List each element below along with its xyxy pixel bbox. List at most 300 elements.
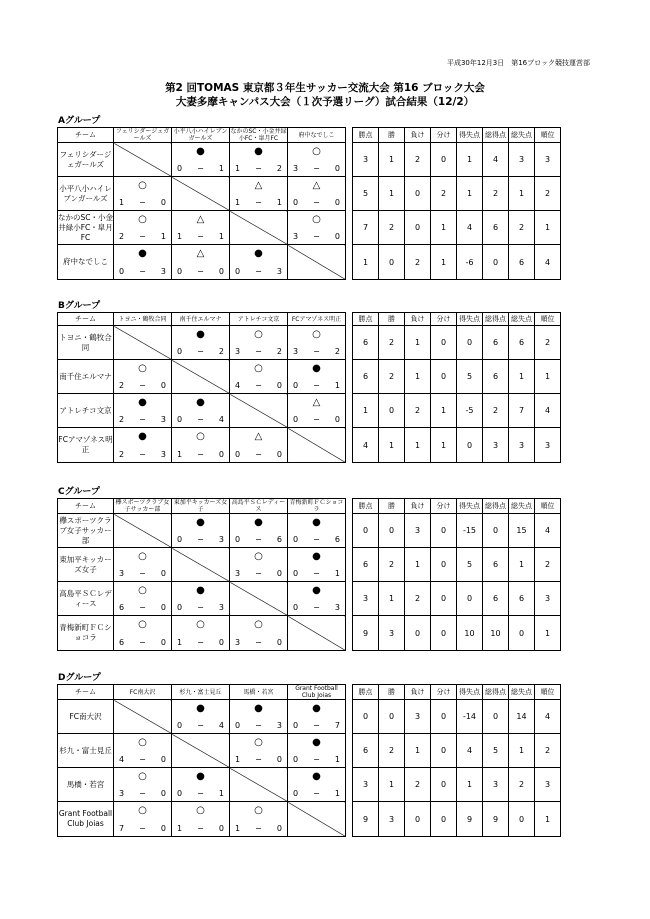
match-result-cell bbox=[114, 582, 172, 616]
match-result-cell bbox=[114, 428, 172, 463]
stat-value: 6 bbox=[483, 548, 509, 582]
result-mark-icon: ● bbox=[196, 146, 205, 157]
stat-value: -6 bbox=[457, 245, 483, 280]
score-own: 1 bbox=[177, 450, 183, 459]
table-row bbox=[58, 582, 561, 616]
score-dash: − bbox=[197, 721, 204, 730]
match-score bbox=[119, 198, 166, 207]
result-mark-icon: ○ bbox=[138, 619, 147, 630]
team-name: トヨニ・鶴牧合同 bbox=[58, 326, 114, 360]
match-result-cell bbox=[172, 143, 230, 177]
match-result-cell bbox=[114, 802, 172, 837]
stat-column-header: 順位 bbox=[535, 685, 561, 700]
stat-value: 1 bbox=[457, 143, 483, 177]
team-name: 府中なでしこ bbox=[58, 245, 114, 280]
result-mark-icon: ● bbox=[196, 517, 205, 528]
score-dash: − bbox=[255, 381, 262, 390]
group-results-table bbox=[57, 312, 561, 463]
column-spacer bbox=[346, 514, 353, 548]
score-opponent: 0 bbox=[160, 569, 166, 578]
table-header-row bbox=[58, 499, 561, 514]
stat-value: 3 bbox=[509, 428, 535, 463]
result-mark-icon: ○ bbox=[196, 805, 205, 816]
match-result-cell bbox=[288, 177, 346, 211]
stat-value: 0 bbox=[431, 514, 457, 548]
stat-value: 0 bbox=[405, 177, 431, 211]
score-opponent: 3 bbox=[276, 721, 282, 730]
match-result-cell bbox=[114, 734, 172, 768]
match-result-cell bbox=[114, 177, 172, 211]
self-match-cell bbox=[172, 360, 230, 394]
stat-value: 1 bbox=[535, 616, 561, 651]
score-opponent: 3 bbox=[334, 603, 340, 612]
result-mark-icon: △ bbox=[312, 180, 321, 191]
team-name: アトレチコ文京 bbox=[58, 394, 114, 428]
score-opponent: 0 bbox=[160, 638, 166, 647]
score-own: 0 bbox=[177, 267, 183, 276]
match-result-cell bbox=[230, 143, 288, 177]
score-dash: − bbox=[313, 164, 320, 173]
match-result-cell bbox=[172, 428, 230, 463]
score-opponent: 1 bbox=[276, 198, 282, 207]
score-own: 6 bbox=[119, 603, 125, 612]
stat-column-header: 順位 bbox=[535, 128, 561, 143]
stat-value: 10 bbox=[483, 616, 509, 651]
match-result-cell bbox=[288, 768, 346, 802]
stat-value: 2 bbox=[535, 326, 561, 360]
stat-value: 3 bbox=[535, 143, 561, 177]
opponent-column-header: 欅スポーツクラブ女子サッカー部 bbox=[114, 499, 172, 514]
table-header-row bbox=[58, 313, 561, 326]
match-score bbox=[235, 535, 282, 544]
score-own: 2 bbox=[119, 450, 125, 459]
match-score bbox=[119, 569, 166, 578]
match-result-cell bbox=[230, 245, 288, 280]
stat-value: 2 bbox=[509, 211, 535, 245]
stat-value: 1 bbox=[353, 245, 379, 280]
score-opponent: 1 bbox=[160, 232, 166, 241]
group-label: Bグループ bbox=[58, 301, 101, 311]
match-result-cell bbox=[172, 616, 230, 651]
stat-value: 1 bbox=[405, 428, 431, 463]
score-dash: − bbox=[313, 347, 320, 356]
column-spacer bbox=[346, 245, 353, 280]
group-results-table bbox=[57, 684, 561, 837]
self-match-cell bbox=[288, 428, 346, 463]
stat-value: 9 bbox=[353, 616, 379, 651]
score-own: 0 bbox=[177, 789, 183, 798]
score-own: 0 bbox=[177, 535, 183, 544]
stat-column-header: 順位 bbox=[535, 313, 561, 326]
stat-value: -14 bbox=[457, 700, 483, 734]
score-own: 1 bbox=[119, 198, 125, 207]
match-result-cell bbox=[114, 360, 172, 394]
match-result-cell bbox=[288, 143, 346, 177]
stat-value: 2 bbox=[379, 548, 405, 582]
score-own: 0 bbox=[177, 164, 183, 173]
score-opponent: 1 bbox=[218, 164, 224, 173]
stat-value: 0 bbox=[509, 616, 535, 651]
stat-column-header: 総得点 bbox=[483, 128, 509, 143]
score-own: 0 bbox=[293, 535, 299, 544]
score-own: 0 bbox=[293, 789, 299, 798]
stat-value: 2 bbox=[379, 734, 405, 768]
match-result-cell bbox=[288, 700, 346, 734]
score-own: 0 bbox=[177, 347, 183, 356]
match-score bbox=[235, 267, 282, 276]
score-dash: − bbox=[255, 450, 262, 459]
result-mark-icon: ○ bbox=[138, 771, 147, 782]
score-dash: − bbox=[313, 755, 320, 764]
result-mark-icon: ● bbox=[196, 703, 205, 714]
score-own: 6 bbox=[119, 638, 125, 647]
opponent-column-header: なかのSC・小金井緑小FC・皐月FC bbox=[230, 128, 287, 142]
result-mark-icon: ○ bbox=[138, 180, 147, 191]
column-spacer bbox=[346, 313, 353, 326]
stat-value: 2 bbox=[535, 177, 561, 211]
score-dash: − bbox=[139, 569, 146, 578]
stat-value: 2 bbox=[535, 734, 561, 768]
match-result-cell bbox=[172, 802, 230, 837]
score-opponent: 0 bbox=[160, 755, 166, 764]
match-result-cell bbox=[288, 734, 346, 768]
table-row bbox=[58, 514, 561, 548]
result-mark-icon: ● bbox=[254, 248, 263, 259]
stat-value: 1 bbox=[405, 326, 431, 360]
match-score bbox=[235, 638, 282, 647]
stat-value: 0 bbox=[353, 700, 379, 734]
match-result-cell bbox=[172, 245, 230, 280]
score-opponent: 1 bbox=[218, 789, 224, 798]
stat-value: 0 bbox=[431, 700, 457, 734]
opponent-column-header: 馬橋・若宮 bbox=[230, 685, 288, 700]
stat-value: 1 bbox=[405, 548, 431, 582]
match-score bbox=[119, 638, 166, 647]
stat-column-header: 勝 bbox=[379, 313, 405, 326]
self-match-cell bbox=[230, 582, 288, 616]
stat-column-header: 分け bbox=[431, 128, 457, 143]
match-score bbox=[235, 450, 282, 459]
score-dash: − bbox=[139, 789, 146, 798]
match-score bbox=[177, 535, 224, 544]
score-own: 3 bbox=[119, 569, 125, 578]
self-match-cell bbox=[172, 734, 230, 768]
match-score bbox=[119, 755, 166, 764]
result-mark-icon: ● bbox=[196, 329, 205, 340]
team-column-header: チーム bbox=[58, 128, 114, 143]
result-mark-icon: ● bbox=[312, 771, 321, 782]
stat-value: 2 bbox=[405, 582, 431, 616]
score-dash: − bbox=[197, 535, 204, 544]
match-score bbox=[177, 721, 224, 730]
match-score bbox=[177, 638, 224, 647]
score-opponent: 0 bbox=[276, 450, 282, 459]
stat-value: 1 bbox=[431, 211, 457, 245]
group-results-table bbox=[57, 127, 561, 280]
score-dash: − bbox=[197, 164, 204, 173]
stat-value: 1 bbox=[509, 360, 535, 394]
stat-value: 4 bbox=[535, 700, 561, 734]
stat-value: 3 bbox=[379, 802, 405, 837]
column-spacer bbox=[346, 616, 353, 651]
score-own: 0 bbox=[177, 603, 183, 612]
result-mark-icon: ○ bbox=[138, 585, 147, 596]
team-name: なかのSC・小金井緑小FC・皐月FC bbox=[58, 211, 114, 245]
self-match-cell bbox=[114, 143, 172, 177]
stat-column-header: 総失点 bbox=[509, 128, 535, 143]
score-opponent: 0 bbox=[218, 638, 224, 647]
stat-value: 0 bbox=[457, 326, 483, 360]
score-dash: − bbox=[255, 721, 262, 730]
result-mark-icon: ○ bbox=[254, 551, 263, 562]
opponent-column-header: トヨニ・鶴牧合同 bbox=[114, 313, 172, 326]
stat-value: 3 bbox=[535, 768, 561, 802]
opponent-column-header: アトレチコ文京 bbox=[230, 313, 288, 326]
score-opponent: 2 bbox=[276, 347, 282, 356]
stat-column-header: 分け bbox=[431, 499, 457, 514]
match-score bbox=[119, 824, 166, 833]
result-mark-icon: ● bbox=[196, 771, 205, 782]
match-score bbox=[293, 535, 340, 544]
result-mark-icon: ● bbox=[196, 397, 205, 408]
team-name: 杉九・富士見丘 bbox=[58, 734, 114, 768]
stat-value: 1 bbox=[431, 428, 457, 463]
result-mark-icon: ● bbox=[312, 585, 321, 596]
stat-value: 0 bbox=[405, 802, 431, 837]
match-score bbox=[235, 164, 282, 173]
stat-column-header: 総失点 bbox=[509, 313, 535, 326]
score-dash: − bbox=[197, 450, 204, 459]
issuer-note: 平成30年12月3日 第16ブロック競技運営部 bbox=[446, 59, 590, 67]
match-score bbox=[235, 347, 282, 356]
stat-value: 2 bbox=[405, 143, 431, 177]
column-spacer bbox=[346, 685, 353, 700]
match-result-cell bbox=[288, 582, 346, 616]
match-result-cell bbox=[114, 394, 172, 428]
score-opponent: 3 bbox=[160, 267, 166, 276]
score-own: 3 bbox=[293, 232, 299, 241]
match-score bbox=[177, 267, 224, 276]
team-column-header: チーム bbox=[58, 313, 114, 326]
stat-value: 1 bbox=[379, 768, 405, 802]
score-opponent: 1 bbox=[334, 381, 340, 390]
table-row bbox=[58, 360, 561, 394]
stat-value: 2 bbox=[405, 768, 431, 802]
stat-value: 5 bbox=[457, 548, 483, 582]
stat-value: 1 bbox=[405, 734, 431, 768]
stat-value: 1 bbox=[431, 394, 457, 428]
score-dash: − bbox=[197, 415, 204, 424]
match-result-cell bbox=[288, 326, 346, 360]
stat-value: 3 bbox=[353, 768, 379, 802]
self-match-cell bbox=[114, 326, 172, 360]
stat-column-header: 負け bbox=[405, 128, 431, 143]
team-name: FC南大沢 bbox=[58, 700, 114, 734]
stat-column-header: 勝 bbox=[379, 499, 405, 514]
score-opponent: 0 bbox=[218, 450, 224, 459]
score-own: 3 bbox=[293, 347, 299, 356]
score-dash: − bbox=[313, 381, 320, 390]
table-row bbox=[58, 326, 561, 360]
score-dash: − bbox=[197, 789, 204, 798]
column-spacer bbox=[346, 768, 353, 802]
page-title: 第2 回TOMAS 東京都３年生サッカー交流大会 第16 ブロック大会 bbox=[165, 82, 485, 94]
stat-value: 6 bbox=[353, 326, 379, 360]
group-label: Cグループ bbox=[58, 487, 100, 497]
score-own: 0 bbox=[235, 267, 241, 276]
score-dash: − bbox=[313, 232, 320, 241]
match-result-cell bbox=[230, 326, 288, 360]
match-result-cell bbox=[172, 768, 230, 802]
team-name: 馬橋・若宮 bbox=[58, 768, 114, 802]
team-column-header: チーム bbox=[58, 685, 114, 700]
score-opponent: 4 bbox=[218, 415, 224, 424]
score-own: 0 bbox=[119, 267, 125, 276]
match-score bbox=[119, 603, 166, 612]
score-own: 3 bbox=[293, 164, 299, 173]
stat-value: 5 bbox=[353, 177, 379, 211]
score-own: 0 bbox=[293, 569, 299, 578]
table-row bbox=[58, 177, 561, 211]
result-mark-icon: ● bbox=[138, 248, 147, 259]
column-spacer bbox=[346, 143, 353, 177]
stat-value: 6 bbox=[353, 360, 379, 394]
score-own: 4 bbox=[119, 755, 125, 764]
score-opponent: 3 bbox=[160, 415, 166, 424]
score-own: 1 bbox=[235, 755, 241, 764]
stat-column-header: 得失点 bbox=[457, 685, 483, 700]
result-mark-icon: △ bbox=[196, 214, 205, 225]
match-result-cell bbox=[288, 211, 346, 245]
score-opponent: 2 bbox=[218, 347, 224, 356]
table-header-row bbox=[58, 128, 561, 143]
stat-column-header: 得失点 bbox=[457, 313, 483, 326]
column-spacer bbox=[346, 734, 353, 768]
score-opponent: 0 bbox=[334, 198, 340, 207]
score-opponent: 3 bbox=[218, 603, 224, 612]
team-column-header: チーム bbox=[58, 499, 114, 514]
stat-column-header: 勝点 bbox=[353, 685, 379, 700]
match-score bbox=[177, 347, 224, 356]
score-own: 0 bbox=[293, 381, 299, 390]
score-dash: − bbox=[197, 347, 204, 356]
stat-value: 4 bbox=[457, 211, 483, 245]
score-own: 0 bbox=[235, 535, 241, 544]
match-score bbox=[293, 721, 340, 730]
opponent-column-header: FCアマゾネス明正 bbox=[288, 313, 346, 326]
stat-value: 1 bbox=[535, 211, 561, 245]
match-score bbox=[235, 755, 282, 764]
score-own: 1 bbox=[235, 164, 241, 173]
score-opponent: 0 bbox=[160, 603, 166, 612]
table-row bbox=[58, 700, 561, 734]
stat-value: 2 bbox=[431, 177, 457, 211]
stat-value: 4 bbox=[457, 734, 483, 768]
stat-value: 2 bbox=[379, 211, 405, 245]
score-opponent: 0 bbox=[276, 824, 282, 833]
stat-value: 1 bbox=[353, 394, 379, 428]
stat-value: 0 bbox=[431, 360, 457, 394]
result-mark-icon: ○ bbox=[196, 619, 205, 630]
result-mark-icon: △ bbox=[312, 397, 321, 408]
stat-value: 1 bbox=[379, 582, 405, 616]
stat-value: 0 bbox=[431, 548, 457, 582]
score-own: 7 bbox=[119, 824, 125, 833]
team-name: 東加平キッカーズ女子 bbox=[58, 548, 114, 582]
score-dash: − bbox=[255, 638, 262, 647]
score-dash: − bbox=[197, 638, 204, 647]
stat-value: 15 bbox=[509, 514, 535, 548]
match-score bbox=[177, 415, 224, 424]
stat-value: 0 bbox=[379, 245, 405, 280]
stat-value: 9 bbox=[353, 802, 379, 837]
table-row bbox=[58, 616, 561, 651]
column-spacer bbox=[346, 211, 353, 245]
stat-value: 0 bbox=[509, 802, 535, 837]
stat-value: 2 bbox=[379, 360, 405, 394]
stat-value: 7 bbox=[353, 211, 379, 245]
stat-value: 4 bbox=[535, 394, 561, 428]
result-mark-icon: ● bbox=[312, 703, 321, 714]
stat-value: 9 bbox=[457, 802, 483, 837]
stat-value: 2 bbox=[483, 394, 509, 428]
match-result-cell bbox=[172, 211, 230, 245]
stat-value: 1 bbox=[431, 245, 457, 280]
match-score bbox=[119, 267, 166, 276]
score-dash: − bbox=[313, 535, 320, 544]
column-spacer bbox=[346, 360, 353, 394]
result-mark-icon: △ bbox=[254, 431, 263, 442]
stat-column-header: 総得点 bbox=[483, 499, 509, 514]
stat-value: 0 bbox=[483, 514, 509, 548]
stat-value: 1 bbox=[379, 143, 405, 177]
stat-value: 3 bbox=[535, 582, 561, 616]
match-score bbox=[293, 232, 340, 241]
result-mark-icon: ○ bbox=[138, 737, 147, 748]
stat-value: 2 bbox=[379, 326, 405, 360]
result-mark-icon: ○ bbox=[138, 214, 147, 225]
result-mark-icon: ○ bbox=[254, 363, 263, 374]
match-score bbox=[177, 789, 224, 798]
self-match-cell bbox=[288, 245, 346, 280]
stat-column-header: 得失点 bbox=[457, 128, 483, 143]
score-own: 1 bbox=[235, 198, 241, 207]
result-mark-icon: ● bbox=[312, 737, 321, 748]
team-name: Grant Football Club Joias bbox=[58, 802, 114, 837]
stat-value: 1 bbox=[509, 177, 535, 211]
result-mark-icon: △ bbox=[254, 180, 263, 191]
result-mark-icon: ○ bbox=[138, 805, 147, 816]
match-score bbox=[293, 755, 340, 764]
group-label: Dグループ bbox=[58, 673, 101, 683]
column-spacer bbox=[346, 499, 353, 514]
score-opponent: 6 bbox=[334, 535, 340, 544]
table-row bbox=[58, 428, 561, 463]
match-score bbox=[177, 450, 224, 459]
stat-value: 0 bbox=[379, 394, 405, 428]
stat-column-header: 勝点 bbox=[353, 128, 379, 143]
result-mark-icon: ○ bbox=[196, 431, 205, 442]
table-row bbox=[58, 394, 561, 428]
score-dash: − bbox=[313, 198, 320, 207]
team-name: 高島平ＳＣレディース bbox=[58, 582, 114, 616]
match-result-cell bbox=[230, 360, 288, 394]
stat-column-header: 総失点 bbox=[509, 499, 535, 514]
column-spacer bbox=[346, 326, 353, 360]
stat-column-header: 勝点 bbox=[353, 499, 379, 514]
score-opponent: 0 bbox=[334, 232, 340, 241]
match-result-cell bbox=[288, 360, 346, 394]
